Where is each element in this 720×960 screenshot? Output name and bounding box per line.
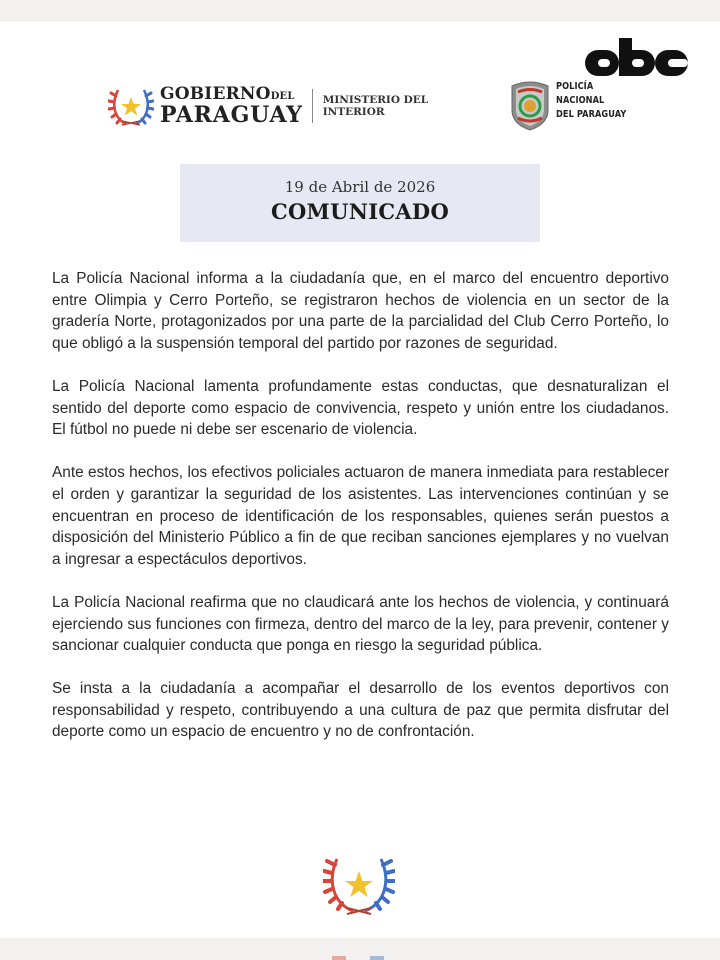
policia-nacional-wordmark: [556, 80, 626, 122]
document-date: 19 de Abril de 2026: [284, 178, 436, 196]
police-line3: DEL PARAGUAY: [556, 109, 627, 120]
footer-laurel-star-emblem-icon: [323, 851, 395, 917]
bottom-red-mark: [332, 956, 346, 960]
paragraph-4: La Policía Nacional reafirma que no claudicará ante los hechos de violencia, y continuará ejerciendo sus funciones con firmeza, dentro del marco de la ley, para prevenir, contener y sancionar cualquier conducta que ponga en riesgo la seguridad pública.: [52, 593, 669, 655]
bottom-blue-mark: [370, 956, 384, 960]
laurel-star-emblem-icon: [108, 84, 154, 128]
paragraph-3: Ante estos hechos, los efectivos policiales actuaron de manera inmediata para restablecer el orden y garantizar la seguridad de los asistentes. Las intervenciones continúan y se encuentran en proceso de identificación de los responsables, quienes serán puestos a disposición del Ministerio Público a fin de que reciban sanciones ejemplares y no vuelvan a ingresar a espectáculos deportivos.: [52, 464, 669, 568]
paragraph-1: La Policía Nacional informa a la ciudadanía que, en el marco del encuentro deportivo entre Olimpia y Cerro Porteño, se registraron hechos de violencia en un sector de la gradería Norte, protagonizados por una parte de la parcialidad del Club Cerro Porteño, lo que obligó a la suspensión temporal del partido por razones de seguridad.: [52, 270, 669, 352]
ministerio-interior-label: [323, 94, 428, 118]
police-line2: NACIONAL: [556, 95, 605, 106]
police-line1: POLICÍA: [556, 81, 594, 92]
bottom-band: [0, 938, 720, 960]
gobierno-paraguay-logo: [108, 84, 428, 128]
abc-logo: [585, 38, 688, 78]
gov-line1: GOBIERNO: [160, 84, 271, 104]
title-box: [180, 164, 540, 242]
gov-line2: PARAGUAY: [160, 102, 303, 128]
police-shield-icon: [508, 80, 552, 132]
paragraph-5: Se insta a la ciudadanía a acompañar el desarrollo de los eventos deportivos con responsabilidad y respeto, contribuyendo a una cultura de paz que permita disfrutar del deporte como un espacio de encuentro y no de confrontación.: [52, 680, 669, 741]
paragraph-2: La Policía Nacional lamenta profundamente estas conductas, que desnaturalizan el sentido del deporte como espacio de convivencia, respeto y unión entre los ciudadanos. El fútbol no puede ni debe ser escenario de violencia.: [52, 377, 669, 439]
gobierno-paraguay-wordmark: [160, 86, 303, 126]
ministry-line1: MINISTERIO DEL: [322, 94, 429, 106]
ministry-line2: INTERIOR: [322, 106, 385, 118]
communique-body: [52, 268, 669, 765]
logo-divider: [312, 89, 313, 123]
document-title: COMUNICADO: [270, 199, 450, 224]
gov-line1-small: DEL: [270, 91, 295, 102]
top-band: [0, 0, 720, 21]
policia-nacional-logo: [508, 80, 642, 132]
